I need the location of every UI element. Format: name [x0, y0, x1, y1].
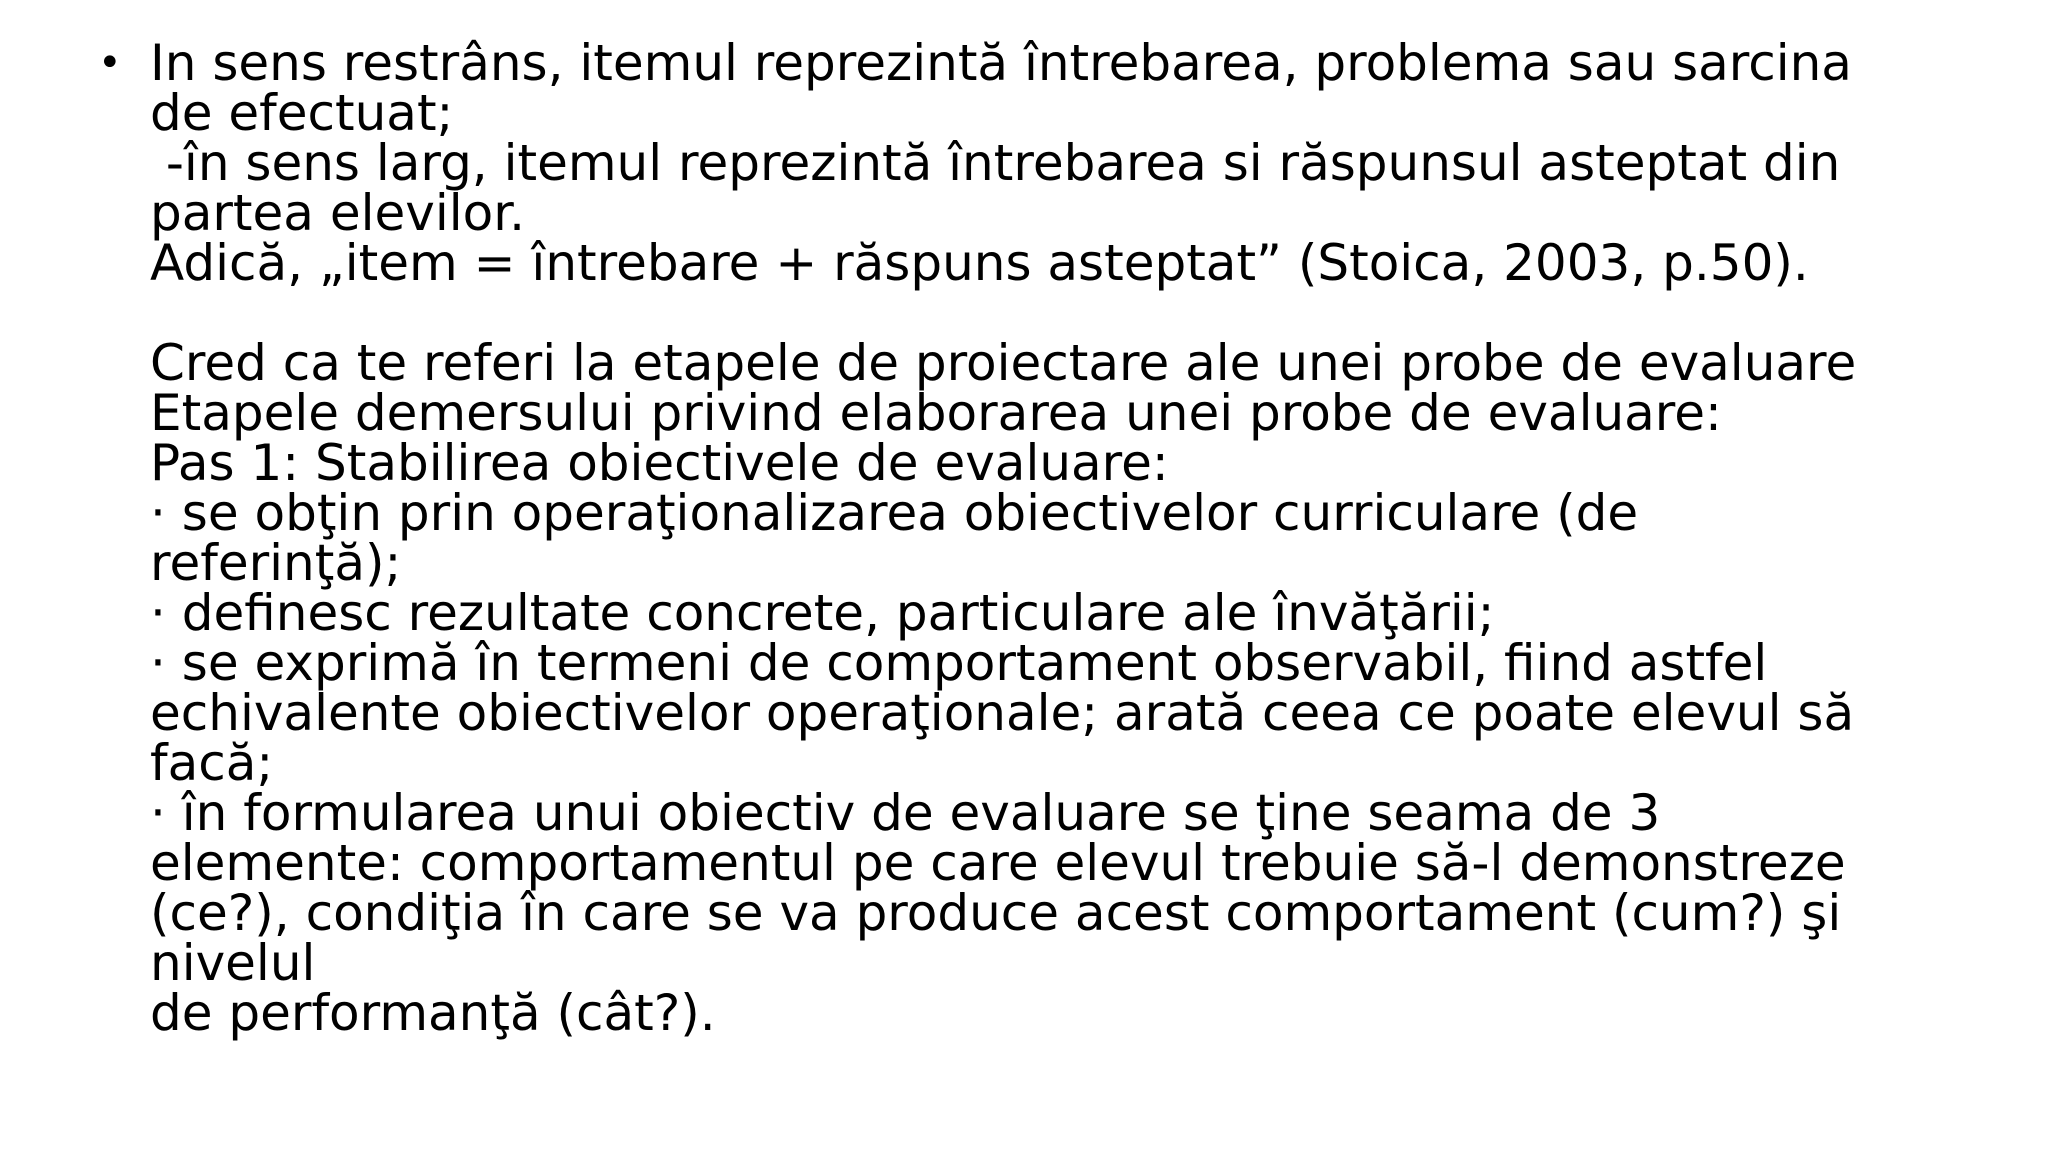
bullet-dot: •	[98, 40, 122, 86]
text-line: (ce?), condiţia în care se va produce acest comportament (cum?) şi	[150, 884, 1842, 942]
text-line: Adică, „item = întrebare + răspuns asteptat” (Stoica, 2003, p.50).	[150, 234, 1809, 292]
text-line: Etapele demersului privind elaborarea unei probe de evaluare:	[150, 384, 1722, 442]
text-line: de efectuat;	[150, 84, 454, 142]
text-line: · în formularea unui obiectiv de evaluare se ţine seama de 3	[150, 784, 1661, 842]
text-line: -în sens larg, itemul reprezintă întrebarea si răspunsul asteptat din	[150, 134, 1841, 192]
text-line: · se exprimă în termeni de comportament observabil, fiind astfel	[150, 634, 1768, 692]
text-line: elemente: comportamentul pe care elevul trebuie să-l demonstreze	[150, 834, 1846, 892]
text-line: nivelul	[150, 934, 316, 992]
blank-line	[150, 288, 2000, 338]
text-line: facă;	[150, 734, 274, 792]
text-line: echivalente obiectivelor operaţionale; arată ceea ce poate elevul să	[150, 684, 1855, 742]
text-line: Cred ca te referi la etapele de proiectare ale unei probe de evaluare	[150, 334, 1857, 392]
text-line: referinţă);	[150, 534, 402, 592]
text-line: Pas 1: Stabilirea obiectivele de evaluare:	[150, 434, 1169, 492]
text-line: de performanţă (cât?).	[150, 984, 716, 1042]
text-line: partea elevilor.	[150, 184, 526, 242]
bullet-text-block	[98, 34, 2000, 1042]
text-line: · se obţin prin operaţionalizarea obiectivelor curriculare (de	[150, 484, 1639, 542]
text-line: · definesc rezultate concrete, particulare ale învăţării;	[150, 584, 1495, 642]
text-line: In sens restrâns, itemul reprezintă întrebarea, problema sau sarcina	[150, 34, 1852, 92]
